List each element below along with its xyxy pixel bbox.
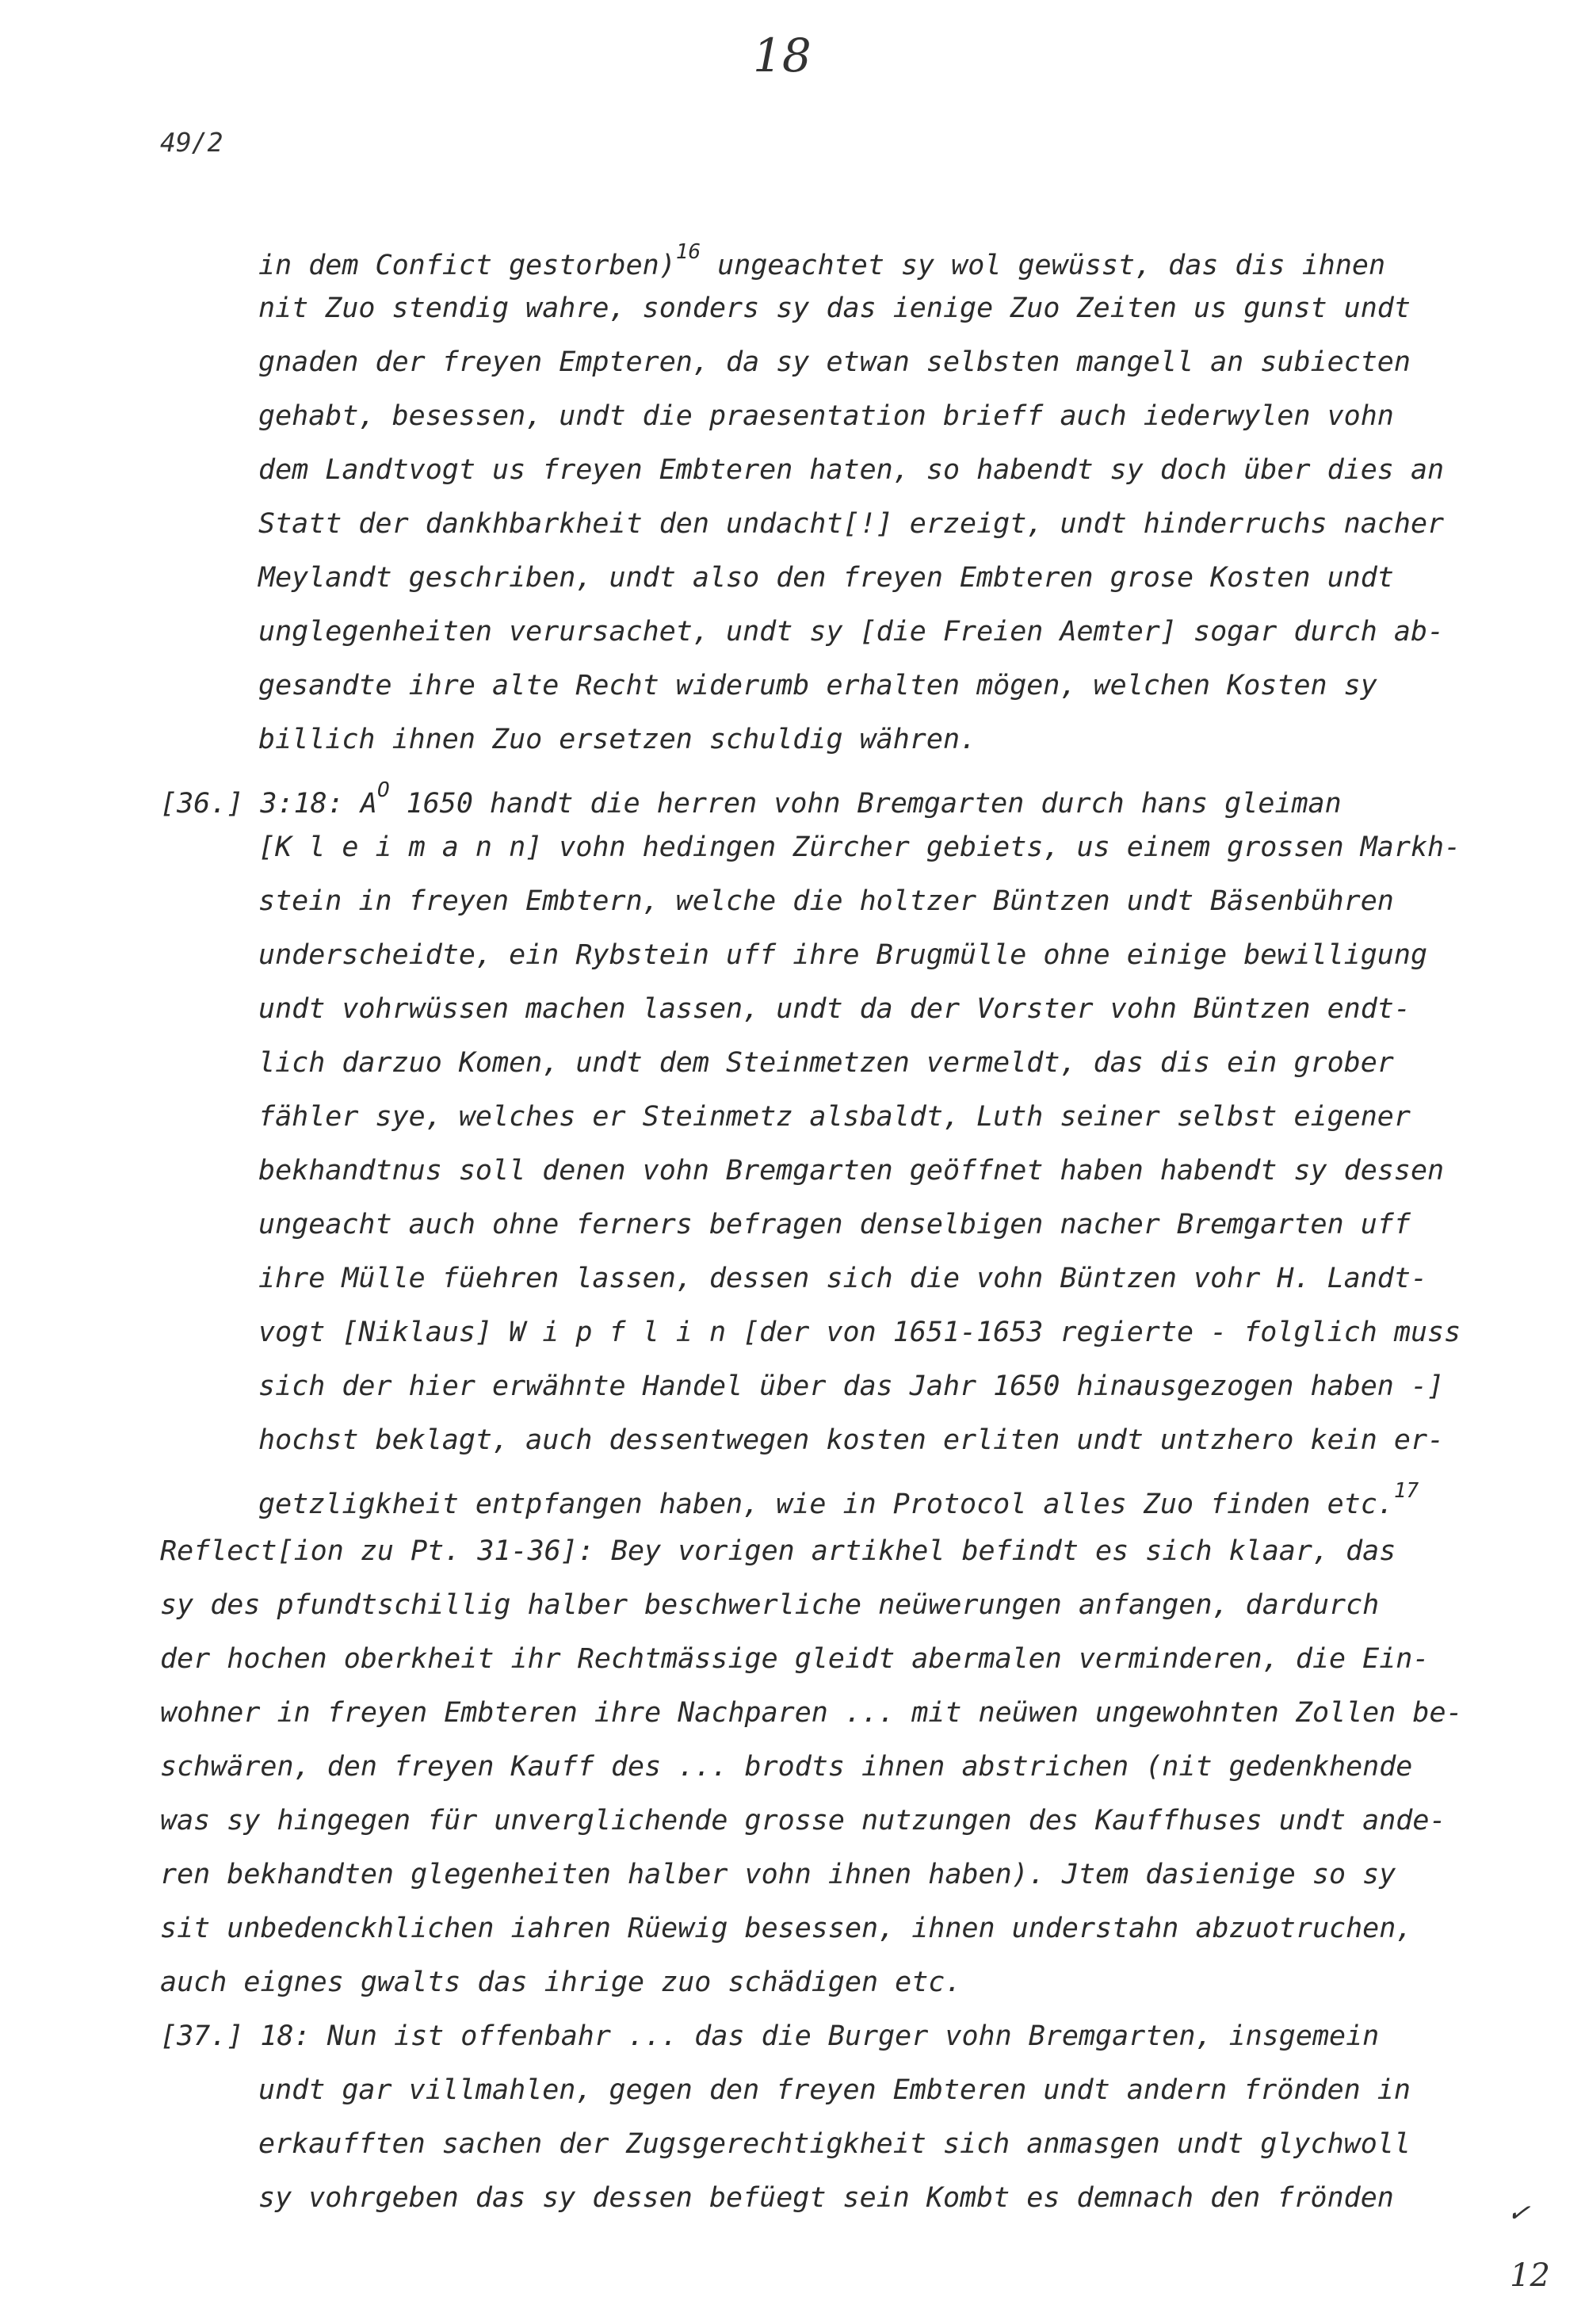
- text-line: [K l e i m a n n] vohn hedingen Zürcher gebiets, us einem grossen Markh-: [258, 831, 1461, 863]
- reference-number: 49/2: [160, 127, 223, 158]
- text-line: gehabt, besessen, undt die praesentation brieff auch iederwylen vohn: [258, 400, 1394, 432]
- text-line: gesandte ihre alte Recht widerumb erhalten mögen, welchen Kosten sy: [258, 670, 1377, 701]
- superscript: O: [376, 778, 390, 802]
- text-line: fähler sye, welches er Steinmetz alsbaldt, Luth seiner selbst eigener: [258, 1101, 1411, 1133]
- text-line: sich der hier erwähnte Handel über das Jahr 1650 hinausgezogen haben -]: [258, 1370, 1445, 1402]
- text-segment: 1650 handt die herren vohn Bremgarten durch hans gleiman: [389, 788, 1342, 820]
- text-line: hochst beklagt, auch dessentwegen kosten erliten undt untzhero kein er-: [258, 1424, 1445, 1456]
- text-line: Statt der dankhbarkheit den undacht[!] erzeigt, undt hinderruchs nacher: [258, 508, 1445, 540]
- text-line: erkaufften sachen der Zugsgerechtigkheit sich anmasgen undt glychwoll: [258, 2128, 1411, 2160]
- text-line: vogt [Niklaus] W i p f l i n [der von 1651-1653 regierte - folglich muss: [258, 1317, 1461, 1348]
- text-line: Meylandt geschriben, undt also den freyen Embteren grose Kosten undt: [258, 562, 1394, 594]
- corner-number: 12: [1510, 2257, 1550, 2294]
- text-line: auch eignes gwalts das ihrige zuo schädigen etc.: [160, 1967, 962, 1998]
- text-line: gnaden der freyen Empteren, da sy etwan selbsten mangell an subiecten: [258, 346, 1411, 378]
- text-line: nit Zuo stendig wahre, sonders sy das ienige Zuo Zeiten us gunst undt: [258, 292, 1411, 324]
- text-line: [258, 242, 1385, 280]
- text-line: ihre Mülle füehren lassen, dessen sich die vohn Büntzen vohr H. Landt-: [258, 1263, 1428, 1294]
- text-line: billich ihnen Zuo ersetzen schuldig währen.: [258, 724, 977, 755]
- text-line: sit unbedenckhlichen iahren Rüewig besessen, ihnen understahn abzuotruchen,: [160, 1913, 1413, 1944]
- text-line: undt gar villmahlen, gegen den freyen Embteren undt andern frönden in: [258, 2074, 1411, 2106]
- text-line: ungeacht auch ohne ferners befragen denselbigen nacher Bremgarten uff: [258, 1209, 1411, 1240]
- text-line: dem Landtvogt us freyen Embteren haten, so habendt sy doch über dies an: [258, 454, 1445, 486]
- text-line: Reflect[ion zu Pt. 31-36]: Bey vorigen artikhel befindt es sich klaar, das: [160, 1535, 1396, 1567]
- text-line: wohner in freyen Embteren ihre Nachparen ... mit neüwen ungewohnten Zollen be-: [160, 1697, 1463, 1729]
- text-segment: ungeachtet sy wol gewüsst, das dis ihnen: [701, 250, 1386, 281]
- text-line: sy vohrgeben das sy dessen befüegt sein Kombt es demnach den frönden: [258, 2182, 1394, 2214]
- superscript: 16: [675, 240, 701, 264]
- text-line: lich darzuo Komen, undt dem Steinmetzen vermeldt, das dis ein grober: [258, 1047, 1394, 1079]
- text-segment: in dem Confict gestorben): [258, 250, 676, 281]
- text-line: bekhandtnus soll denen vohn Bremgarten geöffnet haben habendt sy dessen: [258, 1155, 1445, 1187]
- handwritten-page-number: 18: [753, 29, 812, 82]
- text-line: unglegenheiten verursachet, undt sy [die Freien Aemter] sogar durch ab-: [258, 616, 1445, 648]
- text-line: stein in freyen Embtern, welche die holtzer Büntzen undt Bäsenbühren: [258, 885, 1394, 917]
- superscript: 17: [1393, 1479, 1419, 1503]
- text-line: der hochen oberkheit ihr Rechtmässige gleidt abermalen verminderen, die Ein-: [160, 1643, 1430, 1675]
- text-segment: getzligkheit entpfangen haben, wie in Protocol alles Zuo finden etc.: [258, 1489, 1394, 1520]
- text-line: was sy hingegen für unverglichende grosse nutzungen des Kauffhuses undt ande-: [160, 1805, 1446, 1837]
- text-line: undt vohrwüssen machen lassen, undt da der Vorster vohn Büntzen endt-: [258, 993, 1411, 1025]
- text-line: [160, 780, 1342, 818]
- text-line: [37.] 18: Nun ist offenbahr ... das die Burger vohn Bremgarten, insgemein: [160, 2020, 1380, 2052]
- text-line: schwären, den freyen Kauff des ... brodts ihnen abstrichen (nit gedenkhende: [160, 1751, 1413, 1783]
- text-segment: [36.] 3:18: A: [160, 788, 377, 820]
- text-line: ren bekhandten glegenheiten halber vohn ihnen haben). Jtem dasienige so sy: [160, 1859, 1396, 1890]
- text-line: underscheidte, ein Rybstein uff ihre Brugmülle ohne einige bewilligung: [258, 939, 1428, 971]
- text-line: sy des pfundtschillig halber beschwerliche neüwerungen anfangen, dardurch: [160, 1589, 1380, 1621]
- check-mark-icon: ✓: [1504, 2196, 1532, 2230]
- text-line: [258, 1481, 1419, 1519]
